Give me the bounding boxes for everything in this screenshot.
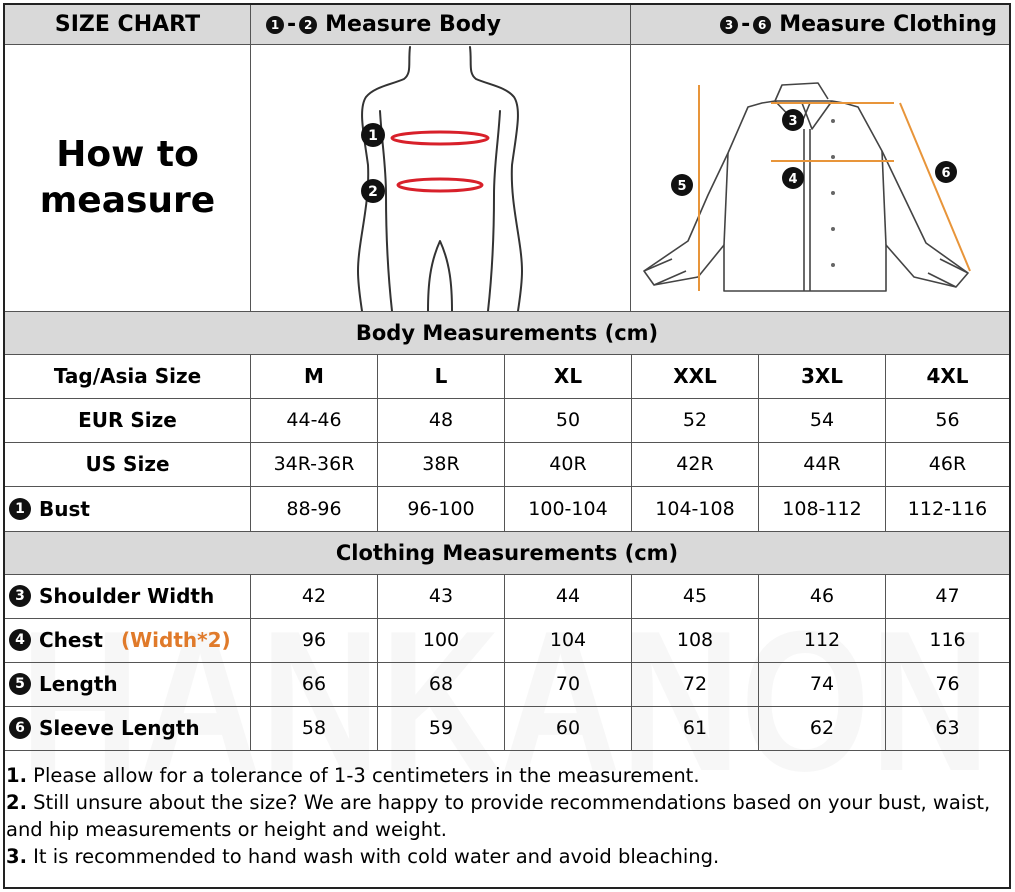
- grid-line: [377, 574, 378, 750]
- bust-label-text: Bust: [39, 496, 90, 521]
- table-cell: 47: [935, 585, 960, 607]
- marker-6-icon: 6: [9, 717, 31, 739]
- shirt-marker-5: 5: [677, 179, 687, 194]
- grid-line: [5, 531, 1009, 532]
- notes-section: [6, 762, 1001, 870]
- table-cell: 46: [809, 585, 835, 607]
- table-cell: 96: [301, 629, 327, 651]
- bust-line: [392, 132, 488, 144]
- grid-line: [5, 398, 1009, 399]
- shirt-marker-6: 6: [941, 166, 951, 181]
- watermark-text: HANKANON: [20, 590, 990, 813]
- table-cell: 38R: [422, 453, 460, 475]
- grid-line: [504, 574, 505, 750]
- table-cell: 116: [929, 629, 966, 651]
- marker-1-icon: 1: [9, 498, 31, 520]
- marker-4-icon: 4: [9, 629, 31, 651]
- grid-line: [5, 311, 1009, 312]
- table-cell: 76: [935, 673, 960, 695]
- note-3: [6, 843, 1001, 870]
- shirt-marker-3: 3: [788, 114, 798, 129]
- table-cell: 104: [549, 629, 587, 651]
- grid-line: [885, 354, 886, 531]
- size-chart-table: [3, 3, 1011, 889]
- marker-5-icon: 5: [9, 673, 31, 695]
- size-chart-title: SIZE CHART: [54, 12, 201, 37]
- size-xl: XL: [553, 364, 583, 388]
- how-to-line2: measure: [39, 180, 216, 221]
- note-2-num: 2.: [6, 791, 27, 814]
- table-cell: 70: [555, 673, 581, 695]
- grid-line: [504, 354, 505, 531]
- table-cell: 88-96: [286, 497, 342, 520]
- grid-line: [5, 442, 1009, 443]
- grid-line: [758, 574, 759, 750]
- tag-size-label: Tag/Asia Size: [53, 364, 202, 388]
- size-m: M: [304, 364, 324, 388]
- table-cell: 112-116: [907, 497, 988, 520]
- table-cell: 108: [676, 629, 714, 651]
- grid-line: [5, 44, 1009, 45]
- marker-3-icon: 3: [720, 16, 738, 34]
- measure-body-label: Measure Body: [325, 12, 501, 37]
- table-cell: 43: [428, 585, 454, 607]
- note-3-num: 3.: [6, 845, 27, 868]
- table-cell: 61: [682, 717, 708, 739]
- length-label: [5, 662, 250, 706]
- table-cell: 34R-36R: [273, 453, 355, 475]
- grid-line: [250, 354, 251, 531]
- note-2-text: Still unsure about the size? We are happy to provide recommendations based on your bust, waist, and hip measurements or height and weight.: [6, 791, 991, 841]
- sleeve-line: [900, 103, 970, 271]
- table-cell: 45: [682, 585, 708, 607]
- size-3xl: 3XL: [800, 364, 844, 388]
- body-marker-1: 1: [368, 128, 378, 144]
- table-cell: 100-104: [528, 497, 608, 520]
- grid-line: [250, 574, 251, 750]
- table-cell: 54: [809, 409, 835, 431]
- sleeve-length-label: [5, 706, 250, 750]
- table-cell: 96-100: [407, 497, 475, 520]
- marker-6-icon: 6: [753, 16, 771, 34]
- grid-line: [5, 618, 1009, 619]
- note-3-text: It is recommended to hand wash with cold water and avoid bleaching.: [26, 845, 720, 868]
- measure-clothing-heading: [631, 5, 1007, 44]
- grid-line: [5, 706, 1009, 707]
- table-cell: 44-46: [286, 409, 342, 431]
- grid-line: [758, 354, 759, 531]
- table-cell: 56: [935, 409, 960, 431]
- marker-2-icon: 2: [299, 16, 317, 34]
- body-figure-illustration: [252, 45, 630, 311]
- chest-width-note: (Width*2): [120, 628, 231, 652]
- how-to-measure: [5, 45, 250, 311]
- table-cell: 66: [301, 673, 327, 695]
- marker-3-icon: 3: [9, 585, 31, 607]
- table-cell: 63: [935, 717, 960, 739]
- table-cell: 108-112: [782, 497, 862, 520]
- note-1-num: 1.: [6, 764, 27, 787]
- grid-line: [5, 486, 1009, 487]
- heading-sep: -: [287, 12, 297, 37]
- grid-line: [5, 574, 1009, 575]
- grid-line: [631, 574, 632, 750]
- table-cell: 42R: [676, 453, 714, 475]
- table-cell: 52: [682, 409, 708, 431]
- body-marker-2: 2: [368, 184, 378, 200]
- table-cell: 42: [301, 585, 327, 607]
- eur-size-label: EUR Size: [78, 408, 177, 432]
- size-l: L: [434, 364, 448, 388]
- table-cell: 50: [555, 409, 581, 431]
- grid-line: [5, 354, 1009, 355]
- table-cell: 100: [422, 629, 460, 651]
- size-4xl: 4XL: [926, 364, 969, 388]
- sleeve-length-text: Sleeve Length: [39, 716, 200, 740]
- shoulder-width-label: [5, 574, 250, 618]
- chest-label: [5, 618, 250, 662]
- table-cell: 46R: [928, 453, 967, 475]
- table-cell: 48: [428, 409, 454, 431]
- size-xxl: XXL: [673, 364, 717, 388]
- measure-clothing-label: Measure Clothing: [779, 12, 997, 37]
- table-cell: 104-108: [655, 497, 735, 520]
- heading-sep: -: [741, 12, 751, 37]
- waist-line: [398, 179, 482, 191]
- grid-line: [5, 750, 1009, 751]
- table-cell: 74: [809, 673, 835, 695]
- table-cell: 44R: [803, 453, 841, 475]
- marker-1-icon: 1: [266, 16, 284, 34]
- table-cell: 40R: [549, 453, 587, 475]
- shirt-marker-4: 4: [788, 172, 798, 187]
- note-1: [6, 762, 1001, 789]
- us-size-label: US Size: [85, 452, 170, 476]
- chest-label-text: Chest: [39, 628, 103, 652]
- shirt-illustration: [632, 45, 1009, 311]
- how-to-line1: How to: [56, 134, 199, 175]
- note-2: [6, 789, 1001, 843]
- table-cell: 72: [682, 673, 708, 695]
- grid-line: [377, 354, 378, 531]
- note-1-text: Please allow for a tolerance of 1-3 centimeters in the measurement.: [26, 764, 700, 787]
- length-label-text: Length: [39, 672, 118, 696]
- grid-line: [630, 5, 631, 311]
- shoulder-width-text: Shoulder Width: [39, 584, 215, 608]
- table-cell: 59: [428, 717, 454, 739]
- table-cell: 44: [555, 585, 581, 607]
- table-cell: 58: [301, 717, 327, 739]
- table-cell: 60: [555, 717, 581, 739]
- grid-line: [250, 5, 251, 311]
- grid-line: [631, 354, 632, 531]
- grid-line: [885, 574, 886, 750]
- measure-body-heading: [252, 5, 512, 44]
- bust-label: [5, 486, 250, 531]
- body-measurements-title: Body Measurements (cm): [355, 320, 659, 345]
- table-cell: 68: [428, 673, 454, 695]
- table-cell: 62: [809, 717, 835, 739]
- table-cell: 112: [803, 629, 841, 651]
- grid-line: [5, 662, 1009, 663]
- clothing-measurements-title: Clothing Measurements (cm): [335, 540, 679, 565]
